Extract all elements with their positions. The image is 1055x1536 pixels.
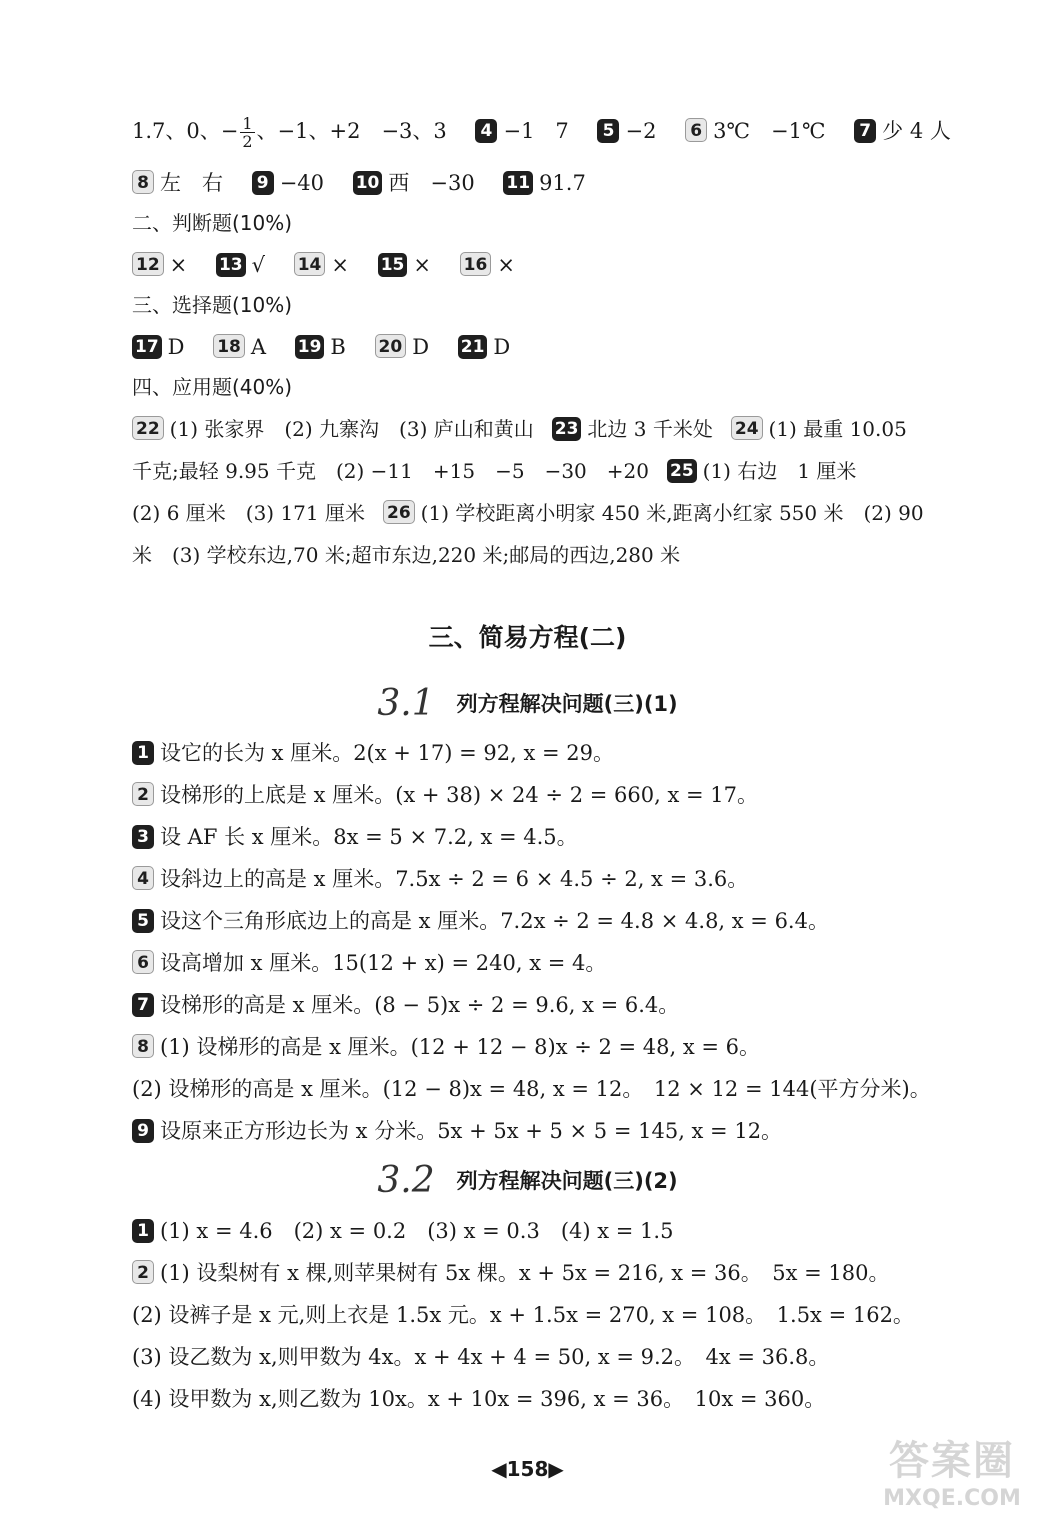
answer-item xyxy=(132,1384,995,1414)
answer-item xyxy=(132,738,995,768)
answer-text: 1.7、0、− xyxy=(132,119,239,143)
answer-item xyxy=(132,1216,995,1246)
answer-line-2 xyxy=(132,168,995,198)
question-number-badge: 23 xyxy=(552,417,582,441)
question-number-badge: 7 xyxy=(854,119,876,143)
apply-line-4: 米 (3) 学校东边,70 米;超市东边,220 米;邮局的西边,280 米 xyxy=(132,543,681,567)
section-number: 3.1 xyxy=(377,683,435,724)
answer-text: D xyxy=(412,335,430,359)
answer-text: 设这个三角形底边上的高是 x 厘米。7.2x ÷ 2 = 4.8 × 4.8, x = 6.4。 xyxy=(160,909,829,933)
section-3-1-heading xyxy=(0,683,1055,723)
question-number-badge: 1 xyxy=(132,1219,154,1243)
answer-text: 千克;最轻 9.95 千克 (2) −11 +15 −5 −30 +20 xyxy=(132,459,649,483)
answer-text: 西 −30 xyxy=(388,171,475,195)
watermark-logo: 答案圈 MXQE.COM xyxy=(883,1438,1021,1511)
section-3-2-heading xyxy=(0,1160,1055,1200)
question-number-badge: 8 xyxy=(132,170,154,194)
fraction-half: $\frac{1}{2}$ xyxy=(242,114,253,151)
question-number-badge: 19 xyxy=(295,335,325,359)
section-title-judge: 二、判断题(10%) xyxy=(132,211,293,235)
question-number-badge: 9 xyxy=(132,1119,154,1143)
question-number-badge: 24 xyxy=(731,416,763,440)
answer-item xyxy=(132,990,995,1020)
answer-text: 设梯形的上底是 x 厘米。(x + 38) × 24 ÷ 2 = 660, x = 17。 xyxy=(160,783,758,807)
answer-text: 3℃ −1℃ xyxy=(713,119,826,143)
answer-item xyxy=(132,906,995,936)
answer-item xyxy=(132,1032,995,1062)
answer-item xyxy=(132,822,995,852)
answer-text: B xyxy=(330,335,346,359)
answer-text: (2) 6 厘米 (3) 171 厘米 xyxy=(132,501,365,525)
question-number-badge: 2 xyxy=(132,782,154,806)
section-title-choice: 三、选择题(10%) xyxy=(132,293,293,317)
answer-text: (1) 学校距离小明家 450 米,距离小红家 550 米 (2) 90 xyxy=(420,501,924,525)
answer-text: × xyxy=(413,253,431,277)
question-number-badge: 1 xyxy=(132,741,154,765)
question-number-badge: 7 xyxy=(132,993,154,1017)
question-number-badge: 26 xyxy=(383,500,415,524)
answer-text: × xyxy=(169,253,188,277)
answer-item xyxy=(132,1074,995,1104)
answer-text: × xyxy=(331,253,349,277)
question-number-badge: 25 xyxy=(667,459,697,483)
judge-answers xyxy=(132,250,995,280)
question-number-badge: 20 xyxy=(375,334,407,358)
answer-text: 设它的长为 x 厘米。2(x + 17) = 92, x = 29。 xyxy=(160,741,614,765)
answer-item xyxy=(132,1300,995,1330)
section-number: 3.2 xyxy=(377,1160,435,1201)
page-number: ◀158▶ xyxy=(491,1457,564,1481)
question-number-badge: 11 xyxy=(503,171,533,195)
question-number-badge: 2 xyxy=(132,1260,154,1284)
answer-item xyxy=(132,948,995,978)
answer-text: 设 AF 长 x 厘米。8x = 5 × 7.2, x = 4.5。 xyxy=(160,825,578,849)
answer-item xyxy=(132,780,995,810)
answer-text: (3) 设乙数为 x,则甲数为 4x。x + 4x + 4 = 50, x = 9.2。 4x = 36.8。 xyxy=(132,1345,830,1369)
answer-text: (1) 设梯形的高是 x 厘米。(12 + 12 − 8)x ÷ 2 = 48, x = 6。 xyxy=(160,1035,761,1059)
answer-text: (1) 设梨树有 x 棵,则苹果树有 5x 棵。x + 5x = 216, x = 36。 5x = 180。 xyxy=(160,1261,890,1285)
question-number-badge: 17 xyxy=(132,335,162,359)
question-number-badge: 12 xyxy=(132,252,164,276)
answer-text: D xyxy=(493,335,511,359)
question-number-badge: 16 xyxy=(460,252,492,276)
question-number-badge: 5 xyxy=(597,119,619,143)
answer-text: −2 xyxy=(625,119,657,143)
answer-text: (1) 张家界 (2) 九寨沟 (3) 庐山和黄山 xyxy=(169,417,534,441)
answer-text: × xyxy=(497,253,515,277)
answer-item xyxy=(132,1258,995,1288)
answer-text: (1) x = 4.6 (2) x = 0.2 (3) x = 0.3 (4) x = 1.5 xyxy=(160,1219,674,1243)
answer-text: 91.7 xyxy=(539,171,586,195)
question-number-badge: 6 xyxy=(132,950,154,974)
answer-text: 设梯形的高是 x 厘米。(8 − 5)x ÷ 2 = 9.6, x = 6.4。 xyxy=(160,993,680,1017)
section-title-apply: 四、应用题(40%) xyxy=(132,375,293,399)
question-number-badge: 10 xyxy=(353,171,383,195)
answer-text: (2) 设裤子是 x 元,则上衣是 1.5x 元。x + 1.5x = 270, x = 108。 1.5x = 162。 xyxy=(132,1303,914,1327)
question-number-badge: 22 xyxy=(132,416,164,440)
answer-text: √ xyxy=(251,253,266,277)
chapter-title: 三、简易方程(二) xyxy=(428,623,627,652)
answer-text: 北边 3 千米处 xyxy=(587,417,713,441)
answer-text: −1 7 xyxy=(503,119,569,143)
answer-text: 左 右 xyxy=(160,171,223,195)
question-number-badge: 8 xyxy=(132,1034,154,1058)
choice-answers xyxy=(132,332,995,362)
answer-text: 设原来正方形边长为 x 分米。5x + 5x + 5 × 5 = 145, x = 12。 xyxy=(160,1119,783,1143)
answer-text: 设斜边上的高是 x 厘米。7.5x ÷ 2 = 6 × 4.5 ÷ 2, x = 3.6。 xyxy=(160,867,749,891)
answer-item xyxy=(132,864,995,894)
question-number-badge: 21 xyxy=(458,335,488,359)
question-number-badge: 5 xyxy=(132,909,154,933)
answer-text: 少 4 人 xyxy=(882,119,951,143)
apply-line-1 xyxy=(132,414,995,444)
question-number-badge: 4 xyxy=(475,119,497,143)
answer-text: (1) 右边 1 厘米 xyxy=(702,459,857,483)
answer-item xyxy=(132,1342,995,1372)
answer-text: (2) 设梯形的高是 x 厘米。(12 − 8)x = 48, x = 12。 12 × 12 = 144(平方分米)。 xyxy=(132,1077,931,1101)
question-number-badge: 14 xyxy=(294,252,326,276)
question-number-badge: 15 xyxy=(378,253,408,277)
answer-text: A xyxy=(250,335,267,359)
section-title: 列方程解决问题(三)(2) xyxy=(456,1169,678,1193)
answer-text: (1) 最重 10.05 xyxy=(768,417,907,441)
apply-line-2 xyxy=(132,456,995,486)
question-number-badge: 6 xyxy=(685,118,707,142)
question-number-badge: 4 xyxy=(132,866,154,890)
answer-text: (4) 设甲数为 x,则乙数为 10x。x + 10x = 396, x = 36。 10x = 360。 xyxy=(132,1387,826,1411)
answer-text: −40 xyxy=(279,171,325,195)
answer-item xyxy=(132,1116,995,1146)
answer-text: 、−1、+2 −3、3 xyxy=(256,119,447,143)
answer-text: D xyxy=(167,335,185,359)
question-number-badge: 13 xyxy=(216,253,246,277)
answer-line-1 xyxy=(132,114,995,151)
apply-line-3 xyxy=(132,498,995,528)
question-number-badge: 9 xyxy=(252,171,274,195)
question-number-badge: 18 xyxy=(213,334,245,358)
question-number-badge: 3 xyxy=(132,825,154,849)
section-title: 列方程解决问题(三)(1) xyxy=(456,692,678,716)
answer-text: 设高增加 x 厘米。15(12 + x) = 240, x = 4。 xyxy=(160,951,607,975)
